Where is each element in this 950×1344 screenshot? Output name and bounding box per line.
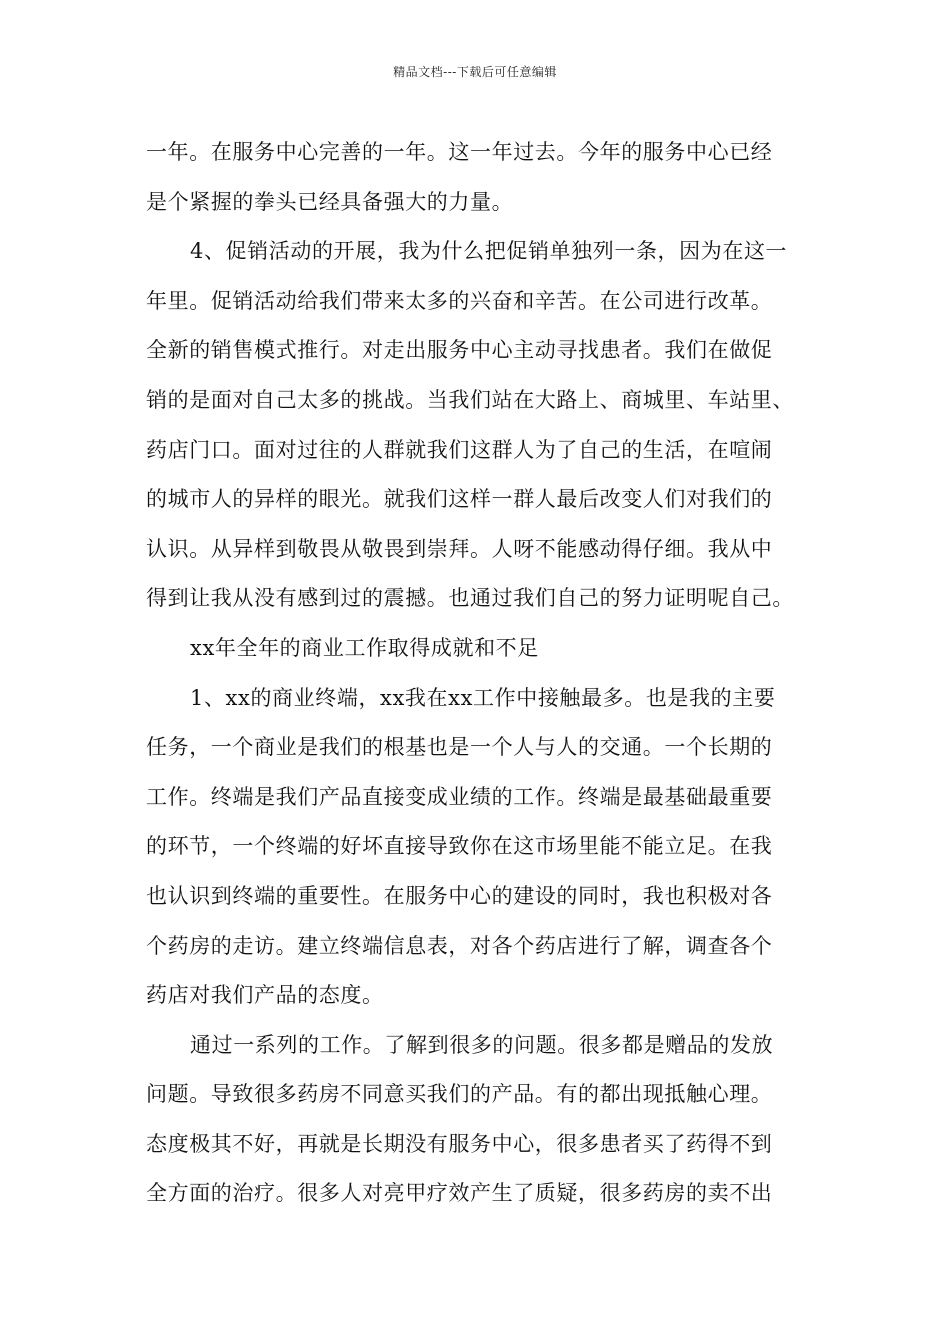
- text-line: 问题。导致很多药房不同意买我们的产品。有的都出现抵触心理。: [146, 1082, 773, 1107]
- text-line: 认识。从异样到敬畏从敬畏到崇拜。人呀不能感动得仔细。我从中: [146, 536, 773, 561]
- text-line: 全新的销售模式推行。对走出服务中心主动寻找患者。我们在做促: [146, 338, 773, 363]
- text-line: 药店对我们产品的态度。: [146, 983, 384, 1008]
- text-line: 药店门口。面对过往的人群就我们这群人为了自己的生活，在喧闹: [146, 437, 773, 462]
- text-line: 4、促销活动的开展，我为什么把促销单独列一条，因为在这一: [190, 239, 788, 264]
- text-line: 个药房的走访。建立终端信息表，对各个药店进行了解，调查各个: [146, 933, 773, 958]
- text-line: 得到让我从没有感到过的震撼。也通过我们自己的努力证明呢自己。: [146, 586, 794, 611]
- text-line: 态度极其不好，再就是长期没有服务中心，很多患者买了药得不到: [146, 1131, 773, 1156]
- text-line: 年里。促销活动给我们带来太多的兴奋和辛苦。在公司进行改革。: [146, 288, 773, 313]
- text-line: 的城市人的异样的眼光。就我们这样一群人最后改变人们对我们的: [146, 487, 773, 512]
- page-header: 精品文档---下载后可任意编辑: [393, 65, 557, 79]
- text-line: 全方面的治疗。很多人对亮甲疗效产生了质疑，很多药房的卖不出: [146, 1181, 773, 1206]
- document-body: [146, 128, 811, 1219]
- text-line: 工作。终端是我们产品直接变成业绩的工作。终端是最基础最重要: [146, 784, 773, 809]
- text-line: 1、xx的商业终端，xx我在xx工作中接触最多。也是我的主要: [190, 685, 776, 710]
- text-line: 也认识到终端的重要性。在服务中心的建设的同时，我也积极对各: [146, 883, 773, 908]
- text-line: 销的是面对自己太多的挑战。当我们站在大路上、商城里、车站里、: [146, 387, 794, 412]
- text-line: 是个紧握的拳头已经具备强大的力量。: [146, 189, 514, 214]
- text-line: 通过一系列的工作。了解到很多的问题。很多都是赠品的发放: [190, 1032, 774, 1057]
- section-heading: xx年全年的商业工作取得成就和不足: [190, 635, 539, 660]
- text-line: 的环节，一个终端的好坏直接导致你在这市场里能不能立足。在我: [146, 834, 773, 859]
- text-line: 任务，一个商业是我们的根基也是一个人与人的交通。一个长期的: [146, 735, 773, 760]
- text-line: 一年。在服务中心完善的一年。这一年过去。今年的服务中心已经: [146, 140, 773, 164]
